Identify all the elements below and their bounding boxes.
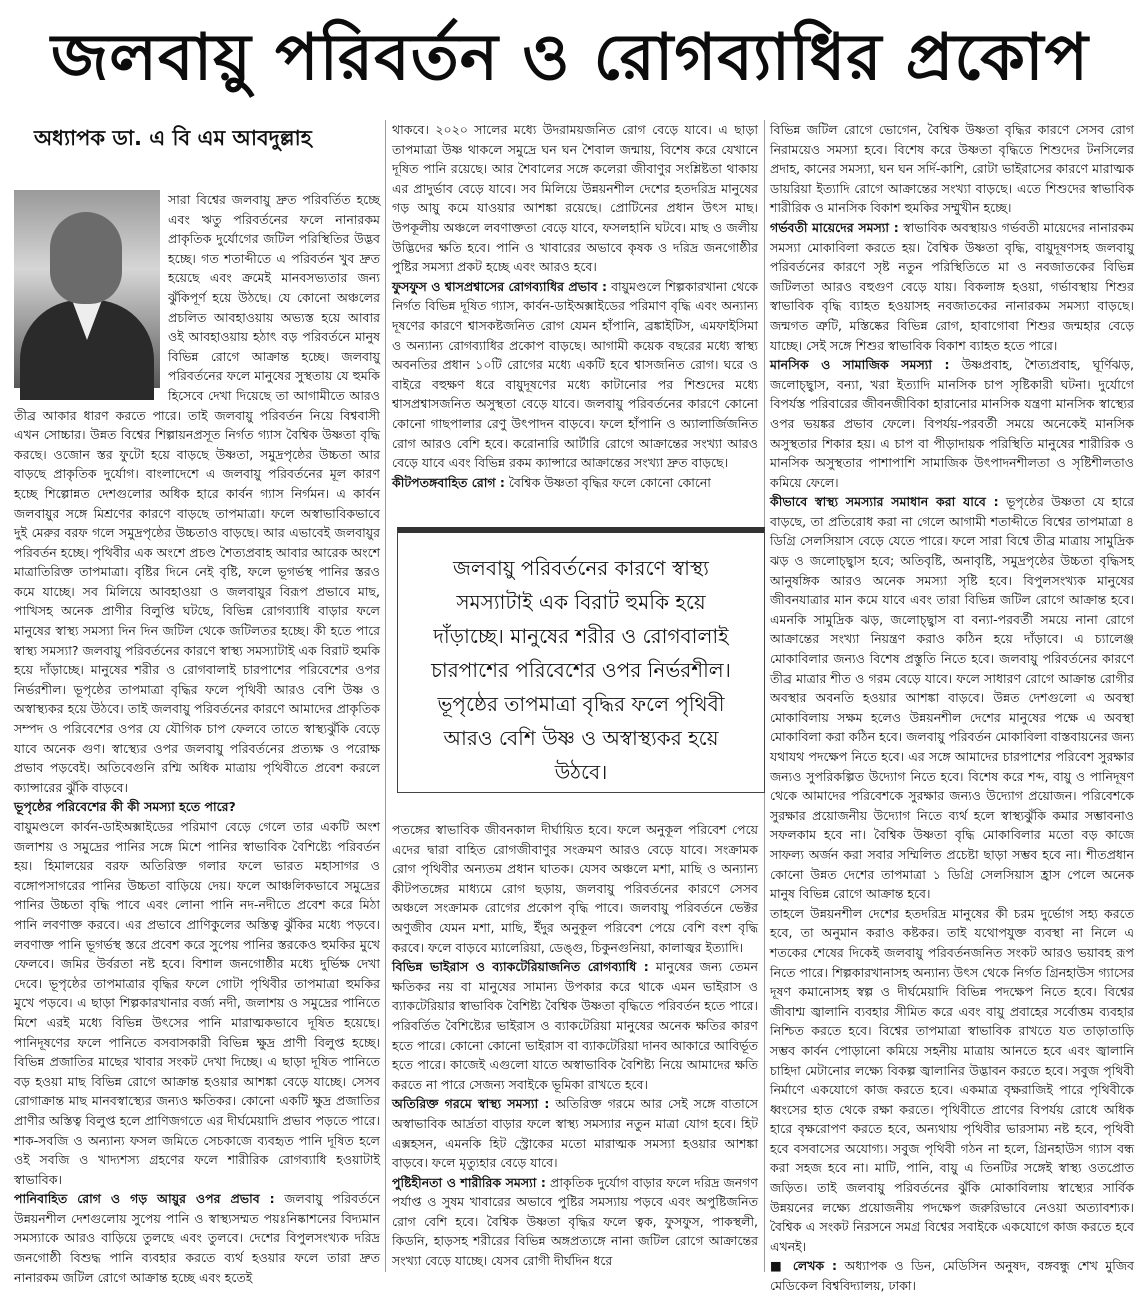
paragraph: তাহলে উন্নয়নশীল দেশের হতদরিদ্র মানুষের কী চরম দুর্ভোগ সহ্য করতে হবে, তা অনুমান করাও কষ্টকর। তাই যথোপযুক্ত ব্যবস্থা না নিলে এ শতকের শেষের দিকেই জলবায়ু পরিবর্তনজনিত সংকট আরও ভয়াবহ রূপ নিতে পারে। শিল্পকারখানাসহ অন্যান্য উৎস থেকে নির্গত গ্রিনহাউস গ্যাসের দূষণ কমানোসহ স্বল্প ও দীর্ঘমেয়াদি বিভিন্ন পদক্ষেপ নিতে হবে। বিশ্বের জীবাশ্ম জ্বালানি ব্যবহার সীমিত করে এবং বায়ু প্রবাহের সর্বোত্তম ব্যবহার নিশ্চিত করতে হবে। বিশ্বের তাপমাত্রা স্বাভাবিক রাখতে যত তাড়াতাড়ি সম্ভব কার্বন পোড়ানো কমিয়ে সহনীয় মাত্রায় আনতে হবে এবং জ্বালানি চাহিদা মেটানোর লক্ষ্যে বিকল্প জ্বালানির উদ্ভাবন করতে হবে। সবুজ পৃথিবী নির্মাণে একযোগে কাজ করতে হবে। একমাত্র বৃক্ষরাজিই পারে পৃথিবীকে ধ্বংসের হাত থেকে রক্ষা করতে। পৃথিবীতে প্রাণের বিপর্যয় রোধে অধিক হারে বৃক্ষরোপণ করতে হবে, অন্যথায় পৃথিবীর ভারসাম্য নষ্ট হবে, পৃথিবী হবে বসবাসের অযোগ্য। সবুজ পৃথিবী গঠন না হলে, গ্রিনহাউস গ্যাস বন্ধ করা সহজ হবে না। মাটি, পানি, বায়ু এ তিনটির সঙ্গেই স্বাস্থ্য ওতপ্রোত জড়িত। তাই জলবায়ু পরিবর্তনের ঝুঁকি মোকাবিলায় স্বাস্থ্যের সার্বিক উন্নয়নের লক্ষ্যে প্রয়োজনীয় পদক্ষেপ জরুরিভাবে নেওয়া অত্যাবশ্যক। বৈশ্বিক এ সংকট নিরসনে সমগ্র বিশ্বের সবাইকে একযোগে কাজ করতে হবে এখনই।	[770, 905, 1134, 1254]
headline: জলবায়ু পরিবর্তন ও রোগব্যাধির প্রকোপ	[51, 21, 1089, 95]
section-heading: মানসিক ও সামাজিক সমস্যা :	[770, 357, 950, 373]
column-divider	[385, 120, 386, 1272]
section-heading: কীভাবে স্বাস্থ্য সমস্যার সমাধান করা যাবে :	[770, 494, 999, 510]
section-heading: পানিবাহিত রোগ ও গড় আয়ুর ওপর প্রভাব :	[14, 1191, 275, 1207]
author-credit-label: লেখক :	[792, 1258, 838, 1274]
paragraph: থাকবে। ২০২০ সালের মধ্যে উদরাময়জনিত রোগ বেড়ে যাবে। এ ছাড়া তাপমাত্রা উষ্ণ থাকলে সমুদ্রে ঘন ঘন শৈবাল জন্মায়, বিশেষ করে যেখানে দূষিত পানি রয়েছে। আর শৈবালের সঙ্গে কলেরা জীবাণুর সংশ্লিষ্টতা থাকায় এর প্রাদুর্ভাব বেড়ে যাবে। সব মিলিয়ে উন্নয়নশীল দেশের হতদরিদ্র মানুষের গড় আয়ু কমে যাওয়ার আশঙ্কা রয়েছে। প্রোটিনের প্রধান উৎস মাছ। উপকূলীয় অঞ্চলে লবণাক্ততা বেড়ে যাবে, ফসলহানি ঘটবে। মাছ ও জলীয় উদ্ভিদের ক্ষতি হবে। পানি ও খাবারের অভাবে কৃষক ও দরিদ্র জনগোষ্ঠীর পুষ্টির সমস্যা প্রকট হচ্ছে এবং আরও হবে।	[392, 122, 758, 275]
paragraph: স্বাভাবিক অবস্থায়ও গর্ভবতী মায়েদের নানারকম সমস্যা মোকাবিলা করতে হয়। বৈশ্বিক উষ্ণতা বৃদ্ধি, বায়ুদূষণসহ জলবায়ু পরিবর্তনের কারণে সৃষ্ট নতুন পরিস্থিতিতে মা ও নবজাতকের বিভিন্ন জটিলতা আরও বহুগুণ বেড়ে যায়। বিকলাঙ্গ হওয়া, গর্ভাবস্থায় শিশুর স্বাভাবিক বৃদ্ধি ব্যাহত হওয়াসহ নবজাতকের নানারকম সমস্যা বাড়ছে। জন্মগত ত্রুটি, মস্তিষ্কের বিভিন্ন রোগ, হাবাগোবা শিশুর জন্মহার বেড়ে যাচ্ছে। সেই সঙ্গে শিশুর স্বাভাবিক বিকাশ ব্যাহত হতে পারে।	[770, 219, 1134, 353]
section-heading: অতিরিক্ত গরমে স্বাস্থ্য সমস্যা :	[392, 1096, 550, 1112]
paragraph: বায়ুমণ্ডলে কার্বন-ডাইঅক্সাইডের পরিমাণ বেড়ে গেলে তার একটি অংশ জলাশয় ও সমুদ্রের পানির সঙ্গে মিশে পানির স্বাভাবিক বৈশিষ্ট্যে পরিবর্তন হয়। হিমালয়ের বরফ অতিরিক্ত গলার ফলে ভারত মহাসাগর ও বঙ্গোপসাগরের পানির উচ্চতা বাড়িয়ে দেয়। ফলে আঞ্চলিকভাবে সমুদ্রের পানির উচ্চতা বৃদ্ধি পাবে এবং লোনা পানি নদ-নদীতে প্রবেশ করে মিঠা পানি লবণাক্ত করবে। এর প্রভাবে প্রাণিকুলের অস্তিত্ব ঝুঁকির মধ্যে পড়বে। লবণাক্ত পানি ভূগর্ভস্থ স্তরে প্রবেশ করে সুপেয় পানির স্তরকেও হুমকির মুখে ফেলবে। জমির উর্বরতা নষ্ট হবে। বিশাল জনগোষ্ঠীর মধ্যে দুর্ভিক্ষ দেখা দেবে। ভূপৃষ্ঠের তাপমাত্রার বৃদ্ধির ফলে গোটা পৃথিবীর তাপমাত্রা হুমকির মুখে পড়বে। এ ছাড়া শিল্পকারখানার বর্জ্য নদী, জলাশয় ও সমুদ্রের পানিতে মিশে এরই মধ্যে বিভিন্ন উৎসের পানি মারাত্মকভাবে দূষিত হয়েছে। পানিদূষণের ফলে পানিতে বসবাসকারী বিভিন্ন ক্ষুদ্র প্রাণী বিলুপ্ত হচ্ছে। বিভিন্ন প্রজাতির মাছের খাবার সংকট দেখা দিচ্ছে। এ ছাড়া দূষিত পানিতে বড় হওয়া মাছ বিভিন্ন রোগে আক্রান্ত হওয়ার আশঙ্কা বেড়ে যাচ্ছে। সেসব রোগাক্রান্ত মাছ মানবস্বাস্থ্যের জন্যও ক্ষতিকর। কোনো একটি ক্ষুদ্র প্রজাতির প্রাণীর অস্তিত্ব বিলুপ্ত হলে প্রাণিজগতে এর দীর্ঘমেয়াদি প্রভাব পড়তে পারে। শাক-সবজি ও অন্যান্য ফসল জমিতে সেচকাজে ব্যবহৃত পানি দূষিত হলে ওই সবজি ও খাদ্যশস্য গ্রহণের ফলে শারীরিক রোগব্যাধি হওয়াটাই স্বাভাবিক।	[14, 819, 380, 1187]
section-heading: পুষ্টিহীনতা ও শারীরিক সমস্যা :	[392, 1174, 546, 1190]
author-photo	[14, 190, 160, 388]
paragraph: পতঙ্গের স্বাভাবিক জীবনকাল দীর্ঘায়িত হবে। ফলে অনুকূল পরিবেশ পেয়ে এদের দ্বারা বাহিত রোগজীবাণুর সংক্রমণ আরও বেড়ে যাবে। সংক্রামক রোগ পৃথিবীর অন্যতম প্রধান ঘাতক। যেসব অঞ্চলে মশা, মাছি ও অন্যান্য কীটপতঙ্গের মাধ্যমে রোগ ছড়ায়, জলবায়ু পরিবর্তনের কারণে সেসব অঞ্চলে সংক্রামক রোগের প্রকোপ বৃদ্ধি পাবে। জলবায়ু পরিবর্তনে ভেক্টর অণুজীব যেমন মশা, মাছি, ইঁদুর অনুকূল পরিবেশ পেয়ে বেশি বংশ বৃদ্ধি করবে। ফলে বাড়বে ম্যালেরিয়া, ডেঙ্গু, চিকুনগুনিয়া, কালাজ্বর ইত্যাদি।	[392, 822, 758, 955]
intro-paragraph: সারা বিশ্বের জলবায়ু দ্রুত পরিবর্তিত হচ্ছে এবং ঋতু পরিবর্তনের ফলে নানারকম প্রাকৃতিক দুর্যোগের জটিল পরিস্থিতির উদ্ভব হচ্ছে। গত শতাব্দীতে এ পরিবর্তন খুব দ্রুত হয়েছে এবং ক্রমেই মানবসভ্যতার জন্য ঝুঁকিপূর্ণ হয়ে উঠছে। যে কোনো অঞ্চলের প্রচলিত আবহাওয়ায় অভ্যস্ত হয়ে আবার ওই আবহাওয়ায় হঠাৎ বড় পরিবর্তনে মানুষ বিভিন্ন রোগে আক্রান্ত হচ্ছে। জলবায়ু পরিবর্তনের ফলে মানুষের সুস্থতায় যে হুমকি হিসেবে দেখা দিয়েছে তা আগামীতে আরও তীব্র আকার ধারণ করতে পারে। তাই জলবায়ু পরিবর্তন নিয়ে বিশ্ববাসী এখন সোচ্চার। উন্নত বিশ্বের শিল্পায়নপ্রসূত নির্গত গ্যাস বৈশ্বিক উষ্ণতা বৃদ্ধি করছে। ওজোন স্তর ফুটো হয়ে বাড়ছে উষ্ণতা, সমুদ্রপৃষ্ঠের উচ্চতা আর বাড়ছে প্রাকৃতিক দুর্যোগ। বাংলাদেশে এ জলবায়ু পরিবর্তনের মূল কারণ হচ্ছে শিল্পোন্নত দেশগুলোর অধিক হারে কার্বন গ্যাস নির্গমন। এ কার্বন জলবায়ুর সঙ্গে মিশ্রণের কারণে বাড়ছে তাপমাত্রা। ফলে অস্বাভাবিকভাবে দুই মেরুর বরফ গলে সমুদ্রপৃষ্ঠের উচ্চতাও বাড়ছে। আর এভাবেই জলবায়ুর পরিবর্তন হচ্ছে। পৃথিবীর এক অংশে প্রচণ্ড শৈত্যপ্রবাহ আবার আরেক অংশে মাত্রাতিরিক্ত তাপমাত্রা। বৃষ্টির দিনে নেই বৃষ্টি, ফলে ভূগর্ভস্থ পানির স্তরও কমে যাচ্ছে। সব মিলিয়ে আবহাওয়া ও জলবায়ুর বিরূপ প্রভাবে মাছ, পাখিসহ অনেক প্রাণীর বিলুপ্তি ঘটছে, বিভিন্ন রোগব্যাধি বাড়ার ফলে মানুষের স্বাস্থ্য সমস্যা দিন দিন জটিল থেকে জটিলতর হচ্ছে। কী হতে পারে স্বাস্থ্য সমস্যা? জলবায়ু পরিবর্তনের কারণে স্বাস্থ্য সমস্যাটাই এক বিরাট হুমকি হয়ে দাঁড়াচ্ছে। মানুষের শরীর ও রোগবালাই চারপাশের পরিবেশের ওপর নির্ভরশীল। ভূপৃষ্ঠের তাপমাত্রা বৃদ্ধির ফলে পৃথিবী আরও বেশি উষ্ণ ও অস্বাস্থ্যকর হয়ে উঠবে। তাই জলবায়ু পরিবর্তনের কারণে আমাদের প্রাকৃতিক সম্পদ ও পরিবেশের ওপর যে যৌগিক চাপ ফেলবে তাতে স্বাস্থ্যঝুঁকি বেড়ে যাবে অনেক গুণ। স্বাস্থ্যের ওপর জলবায়ু পরিবর্তনের প্রত্যক্ষ ও পরোক্ষ প্রভাব পড়বেই। অতিবেগুনি রশ্মি অধিক মাত্রায় পৃথিবীতে প্রবেশ করলে ক্যান্সারের ঝুঁকি বাড়বে।	[14, 192, 380, 795]
paragraph: প্রাকৃতিক দুর্যোগ বাড়ার ফলে দরিদ্র জনগণ পর্যাপ্ত ও সুষম খাবারের অভাবে পুষ্টির সমস্যায় পড়বে এবং অপুষ্টিজনিত রোগ বেশি হবে। বৈশ্বিক উষ্ণতা বৃদ্ধির ফলে ত্বক, ফুসফুস, পাকস্থলী, কিডনি, হাড়সহ শরীরের বিভিন্ন অঙ্গপ্রত্যঙ্গে নানা জটিল রোগে আক্রান্তের সংখ্যা বেড়ে যাচ্ছে। যেসব রোগী দীর্ঘদিন ধরে	[392, 1174, 758, 1269]
paragraph: অতিরিক্ত গরমে আর সেই সঙ্গে বাতাসে অস্বাভাবিক আর্দ্রতা বাড়ার ফলে স্বাস্থ্য সমস্যার নতুন মাত্রা যোগ হবে। হিট এক্সহসন, এমনকি হিট স্ট্রোকের মতো মারাত্মক সমস্যা হওয়ার আশঙ্কা বাড়বে। ফলে মৃত্যুহার বেড়ে যাবে।	[392, 1096, 759, 1171]
author-credit: অধ্যাপক ও ডিন, মেডিসিন অনুষদ, বঙ্গবন্ধু শেখ মুজিব মেডিকেল বিশ্ববিদ্যালয়, ঢাকা।	[770, 1258, 1134, 1294]
section-heading: গর্ভবতী মায়েদের সমস্যা :	[770, 219, 899, 235]
column-1	[14, 190, 380, 1285]
paragraph: বিভিন্ন জটিল রোগে ভোগেন, বৈশ্বিক উষ্ণতা বৃদ্ধির কারণে সেসব রোগ নিরাময়েও সমস্যা হবে। বিশেষ করে উষ্ণতা বৃদ্ধিতে শিশুদের টনসিলের প্রদাহ, কানের সমস্যা, ঘন ঘন সর্দি-কাশি, রোটা ভাইরাসের কারণে মারাত্মক ডায়রিয়া ইত্যাদি রোগে আক্রান্তের সংখ্যা বাড়ছে। এতে শিশুদের স্বাভাবিক শারীরিক ও মানসিক বিকাশ হুমকির সম্মুখীন হচ্ছে।	[770, 122, 1134, 216]
paragraph: ভূপৃষ্ঠের উষ্ণতা যে হারে বাড়ছে, তা প্রতিরোধ করা না গেলে আগামী শতাব্দীতে বিশ্বের তাপমাত্রা ৪ ডিগ্রি সেলসিয়াস বেড়ে যেতে পারে। ফলে সারা বিশ্বে তীব্র মাত্রায় সামুদ্রিক ঝড় ও জলোচ্ছ্বাস হবে; অতিবৃষ্টি, অনাবৃষ্টি, সমুদ্রপৃষ্ঠের উচ্চতা বৃদ্ধিসহ আনুষঙ্গিক আরও অনেক সমস্যা সৃষ্টি হবে। বিপুলসংখ্যক মানুষের জীবনযাত্রার মান কমে যাবে এবং তারা বিভিন্ন জটিল রোগে আক্রান্ত হবে। এমনকি সামুদ্রিক ঝড়, জলোচ্ছ্বাস বা বন্যা-পরবর্তী সময়ে নানা রোগে আক্রান্তের সংখ্যা নিয়ন্ত্রণ করাও কঠিন হয়ে দাঁড়াবে। এ চ্যালেঞ্জ মোকাবিলার জন্যও বিশেষ প্রস্তুতি নিতে হবে। জলবায়ু পরিবর্তনের কারণে তীব্র মাত্রার শীত ও গরম বেড়ে যাবে। ফলে সাধারণ রোগে আক্রান্ত রোগীর অবস্থার অবনতি হওয়ার আশঙ্কা বাড়বে। উন্নত দেশগুলো এ অবস্থা মোকাবিলায় সক্ষম হলেও উন্নয়নশীল দেশের মানুষের পক্ষে এ অবস্থা মোকাবিলা করা কঠিন হবে। জলবায়ু পরিবর্তন মোকাবিলা বাস্তবায়নের জন্য যথাযথ পদক্ষেপ নিতে হবে। এর সঙ্গে আমাদের চারপাশের পরিবেশ সুরক্ষার জন্যও সুপরিকল্পিত উদ্যোগ নিতে হবে। বিশেষ করে শব্দ, বায়ু ও পানিদূষণ থেকে আমাদের পরিবেশকে সুরক্ষার জন্যও উদ্যোগ প্রয়োজন। পরিবেশকে সুরক্ষার প্রয়োজনীয় উদ্যোগ নিতে ব্যর্থ হলে স্বাস্থ্যঝুঁকি কমার সম্ভাবনাও সফলকাম হবে না। বৈশ্বিক উষ্ণতা বৃদ্ধি মোকাবিলার মতো বড় কাজে সাফল্য অর্জন করা সবার সম্মিলিত প্রচেষ্টা ছাড়া সম্ভব হবে না। শীতপ্রধান কোনো উন্নত দেশের তাপমাত্রা ১ ডিগ্রি সেলসিয়াস হ্রাস পেলে অনেক মানুষ বিভিন্ন রোগে আক্রান্ত হবে।	[770, 494, 1134, 902]
section-heading: বিভিন্ন ভাইরাস ও ব্যাকটেরিয়াজনিত রোগব্যাধি :	[392, 959, 649, 975]
pull-quote-text: জলবায়ু পরিবর্তনের কারণে স্বাস্থ্য সমস্যাটাই এক বিরাট হুমকি হয়ে দাঁড়াচ্ছে। মানুষের শরীর ও রোগবালাই চারপাশের পরিবেশের ওপর নির্ভরশীল। ভূপৃষ্ঠের তাপমাত্রা বৃদ্ধির ফলে পৃথিবী আরও বেশি উষ্ণ ও অস্বাস্থ্যকর হয়ে উঠবে।	[431, 556, 731, 784]
pull-quote	[397, 527, 765, 793]
column-3	[770, 120, 1134, 1294]
section-heading: ফুসফুস ও শ্বাসপ্রশ্বাসের রোগব্যাধির প্রভাব :	[392, 278, 608, 294]
paragraph: উষ্ণপ্রবাহ, শৈত্যপ্রবাহ, ঘূর্ণিঝড়, জলোচ্ছ্বাস, বন্যা, খরা ইত্যাদি মানসিক চাপ সৃষ্টিকারী ঘটনা। দুর্যোগে বিপর্যস্ত পরিবারের জীবনজীবিকা হারানোর মানসিক যন্ত্রণা মানসিক স্বাস্থ্যের ওপর ভয়ঙ্কর প্রভাব ফেলে। বিপর্যয়-পরবর্তী সময়ে অনেকেই মানসিক অসুস্থতার শিকার হয়। এ চাপ বা পীড়াদায়ক পরিস্থিতি মানুষের শারীরিক ও মানসিক অসুস্থতার পাশাপাশি সামাজিক উৎপাদনশীলতা ও সৃষ্টিশীলতাও কমিয়ে ফেলে।	[770, 357, 1134, 490]
paragraph: জলবায়ু পরিবর্তনে উন্নয়নশীল দেশগুলোয় সুপেয় পানি ও স্বাস্থ্যসম্মত পয়ঃনিষ্কাশনের বিদ্যমান সমস্যাকে আরও বাড়িয়ে তুলছে এবং তুলবে। দেশের বিপুলসংখ্যক দরিদ্র জনগোষ্ঠী বিশুদ্ধ পানি ব্যবহার করতে ব্যর্থ হওয়ার ফলে তারা দ্রুত নানারকম জটিল রোগে আক্রান্ত হচ্ছে এবং হতেই	[14, 1191, 380, 1285]
section-heading: ভূপৃষ্ঠের পরিবেশের কী কী সমস্যা হতে পারে?	[14, 799, 236, 815]
square-bullet-icon: ■	[770, 1258, 793, 1274]
paragraph: মানুষের জন্য তেমন ক্ষতিকর নয় বা মানুষের সামান্য উপকার করে থাকে এমন ভাইরাস ও ব্যাকটেরিয়ার স্বাভাবিক বৈশিষ্ট্য বৈশ্বিক উষ্ণতা বৃদ্ধিতে পরিবর্তন হতে পারে। পরিবর্তিত বৈশিষ্ট্যের ভাইরাস ও ব্যাকটেরিয়া মানুষের অনেক ক্ষতির কারণ হতে পারে। কোনো কোনো ভাইরাস বা ব্যাকটেরিয়া দানব আকারে আবির্ভূত হতে পারে। কাজেই এগুলো যাতে অস্বাভাবিক বৈশিষ্ট্য নিয়ে আমাদের ক্ষতি করতে না পারে সেজন্য সবাইকে ভূমিকা রাখতে হবে।	[392, 959, 758, 1092]
byline: অধ্যাপক ডা. এ বি এম আবদুল্লাহ	[34, 126, 312, 150]
paragraph: বৈশ্বিক উষ্ণতা বৃদ্ধির ফলে কোনো কোনো	[508, 474, 711, 490]
paragraph: বায়ুমণ্ডলে শিল্পকারখানা থেকে নির্গত বিভিন্ন দূষিত গ্যাস, কার্বন-ডাইঅক্সাইডের পরিমাণ বৃদ্ধি এবং অন্যান্য দূষণের কারণে শ্বাসকষ্টজনিত রোগ যেমন হাঁপানি, ব্রঙ্কাইটিস, এমফাইসিমা ও অন্যান্য রোগব্যাধির প্রকোপ বাড়ছে। আগামী কয়েক বছরের মধ্যে স্বাস্থ্য অবনতির প্রধান ১০টি রোগের মধ্যে একটি হবে শ্বাসজনিত রোগ। ঘরে ও বাইরে বহুক্ষণ ধরে বায়ুদূষণের মধ্যে কাটানোর পর শিশুদের মধ্যে শ্বাসপ্রশ্বাসজনিত অসুস্থতা বেড়ে যাবে। জলবায়ু পরিবর্তনের কারণে কোনো কোনো গাছপালার রেণু উৎপাদন বাড়বে। ফলে হাঁপানি ও অ্যালার্জিজনিত রোগ আরও বেশি হবে। করোনারি আর্টারি রোগে আক্রান্তের সংখ্যা আরও বেড়ে যাবে এবং বিভিন্ন রকম ক্যান্সারে আক্রান্তের সংখ্যা দ্রুত বাড়ছে।	[392, 278, 758, 471]
section-heading: কীটপতঙ্গবাহিত রোগ :	[392, 474, 505, 490]
